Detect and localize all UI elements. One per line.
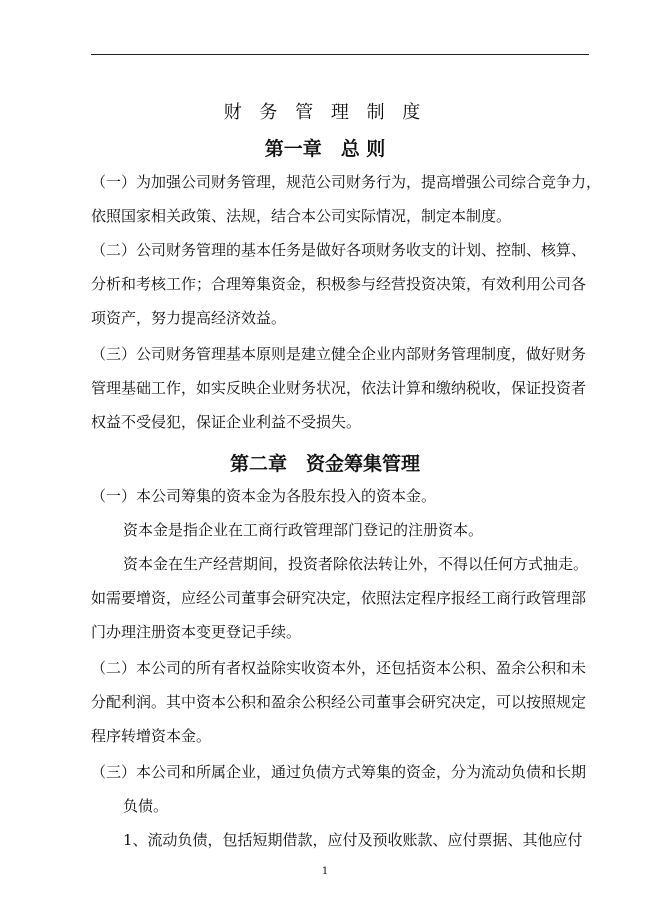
body-line: （三）公司财务管理基本原则是建立健全企业内部财务管理制度，做好财务 [91, 345, 587, 363]
body-line: 项资产，努力提高经济效益。 [91, 309, 287, 327]
chapter-2-heading: 第二章 资金筹集管理 [229, 453, 420, 475]
body-line: 资本金在生产经营期间，投资者除依法转让外，不得以任何方式抽走。 [123, 555, 589, 573]
page-number: 1 [321, 866, 329, 877]
body-line: （三）本公司和所属企业，通过负债方式筹集的资金，分为流动负债和长期 [91, 763, 587, 781]
chapter-1-heading: 第一章 总 则 [264, 138, 386, 160]
body-line: 分配利润。其中资本公积和盈余公积经公司董事会研究决定，可以按照规定 [91, 693, 587, 711]
body-line: 资本金是指企业在工商行政管理部门登记的注册资本。 [123, 521, 484, 539]
body-line: （二）公司财务管理的基本任务是做好各项财务收支的计划、控制、核算、 [91, 241, 587, 259]
body-line: （一）本公司筹集的资本金为各股东投入的资本金。 [91, 487, 437, 505]
body-line: 1、流动负债，包括短期借款，应付及预收账款、应付票据、其他应付 [123, 831, 583, 849]
body-line: 分析和考核工作；合理筹集资金，积极参与经营投资决策，有效利用公司各 [91, 275, 587, 293]
document-title: 财 务 管 理 制 度 [223, 102, 427, 123]
body-line: 依照国家相关政策、法规，结合本公司实际情况，制定本制度。 [91, 207, 512, 225]
body-line: （一）为加强公司财务管理，规范公司财务行为，提高增强公司综合竞争力， [91, 173, 602, 191]
body-line: 如需要增资，应经公司董事会研究决定，依照法定程序报经工商行政管理部 [91, 589, 587, 607]
header-rule [91, 54, 589, 55]
body-line: 门办理注册资本变更登记手续。 [91, 623, 302, 641]
body-line: （二）本公司的所有者权益除实收资本外，还包括资本公积、盈余公积和未 [91, 659, 587, 677]
body-line: 权益不受侵犯，保证企业利益不受损失。 [91, 413, 362, 431]
body-line: 程序转增资本金。 [91, 727, 212, 745]
body-line: 负债。 [123, 797, 169, 815]
body-line: 管理基础工作，如实反映企业财务状况，依法计算和缴纳税收，保证投资者 [91, 379, 587, 397]
